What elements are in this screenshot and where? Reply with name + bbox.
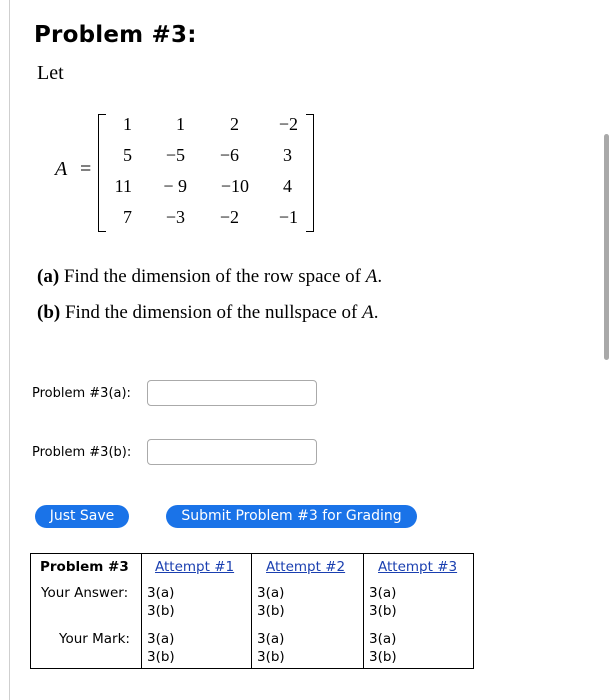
part-b-period: .: [373, 302, 379, 323]
matrix-cell: −2: [219, 207, 239, 227]
matrix-cell: 3: [283, 145, 292, 165]
intro-text: Let: [37, 62, 64, 84]
attempt-2-answer-b: 3(b): [257, 603, 285, 619]
question-part-b: [37, 302, 378, 324]
answer-b-input[interactable]: [147, 439, 317, 465]
attempt-3-answer-b: 3(b): [369, 603, 397, 619]
vertical-scrollbar[interactable]: [604, 134, 609, 360]
attempt-3-mark-a: 3(a): [369, 631, 397, 647]
your-answer-label: Your Answer:: [41, 585, 129, 601]
page-left-border: [9, 0, 10, 700]
part-b-symbol: A: [362, 302, 374, 323]
attempt-1-answer-a: 3(a): [147, 585, 175, 601]
matrix-cell: −10: [220, 176, 249, 196]
submit-grading-button[interactable]: Submit Problem #3 for Grading: [166, 505, 417, 528]
part-a-text: Find the dimension of the row space of: [63, 266, 361, 287]
attempt-3-answer-a: 3(a): [369, 585, 397, 601]
matrix-cell: 2: [230, 114, 239, 134]
matrix-name: A: [55, 158, 68, 180]
attempt-2-mark-a: 3(a): [257, 631, 285, 647]
matrix-cell: 5: [123, 145, 132, 165]
attempt-2-answer-a: 3(a): [257, 585, 285, 601]
attempt-2-mark-b: 3(b): [257, 649, 285, 665]
equals-sign: =: [80, 158, 92, 180]
matrix-right-bracket: [306, 114, 314, 232]
table-divider: [363, 554, 364, 668]
question-part-a: [37, 266, 382, 288]
matrix-cell: −3: [165, 207, 185, 227]
part-a-symbol: A: [365, 266, 378, 287]
just-save-button[interactable]: Just Save: [35, 505, 129, 528]
table-divider: [141, 554, 142, 668]
attempt-1-mark-b: 3(b): [147, 649, 175, 665]
matrix-cell: −6: [219, 145, 239, 165]
part-b-text: Find the dimension of the nullspace of: [64, 302, 358, 323]
matrix-cell: 4: [283, 176, 292, 196]
answer-b-label: Problem #3(b):: [32, 445, 132, 460]
matrix-cell: −1: [278, 207, 298, 227]
matrix-cell: 7: [123, 207, 132, 227]
matrix-cell: − 9: [163, 176, 187, 196]
answer-a-input[interactable]: [147, 380, 317, 406]
attempt-3-mark-b: 3(b): [369, 649, 397, 665]
part-a-period: .: [377, 266, 383, 287]
attempt-3-link[interactable]: Attempt #3: [378, 559, 458, 575]
attempt-1-mark-a: 3(a): [147, 631, 175, 647]
attempt-1-answer-b: 3(b): [147, 603, 175, 619]
matrix-cell: −2: [278, 114, 298, 134]
matrix-cell: 1: [176, 114, 185, 134]
table-header-problem: Problem #3: [40, 559, 129, 575]
table-divider: [251, 554, 252, 668]
your-mark-label: Your Mark:: [59, 631, 130, 647]
matrix-cell: −5: [165, 145, 185, 165]
problem-title: Problem #3:: [34, 22, 197, 48]
attempts-table: [30, 553, 474, 669]
part-a-label: (a): [37, 266, 60, 287]
matrix-cell: 11: [114, 176, 132, 196]
matrix-cell: 1: [123, 114, 132, 134]
part-b-label: (b): [37, 302, 61, 323]
attempt-2-link[interactable]: Attempt #2: [266, 559, 346, 575]
attempt-1-link[interactable]: Attempt #1: [155, 559, 235, 575]
answer-a-label: Problem #3(a):: [32, 386, 131, 401]
